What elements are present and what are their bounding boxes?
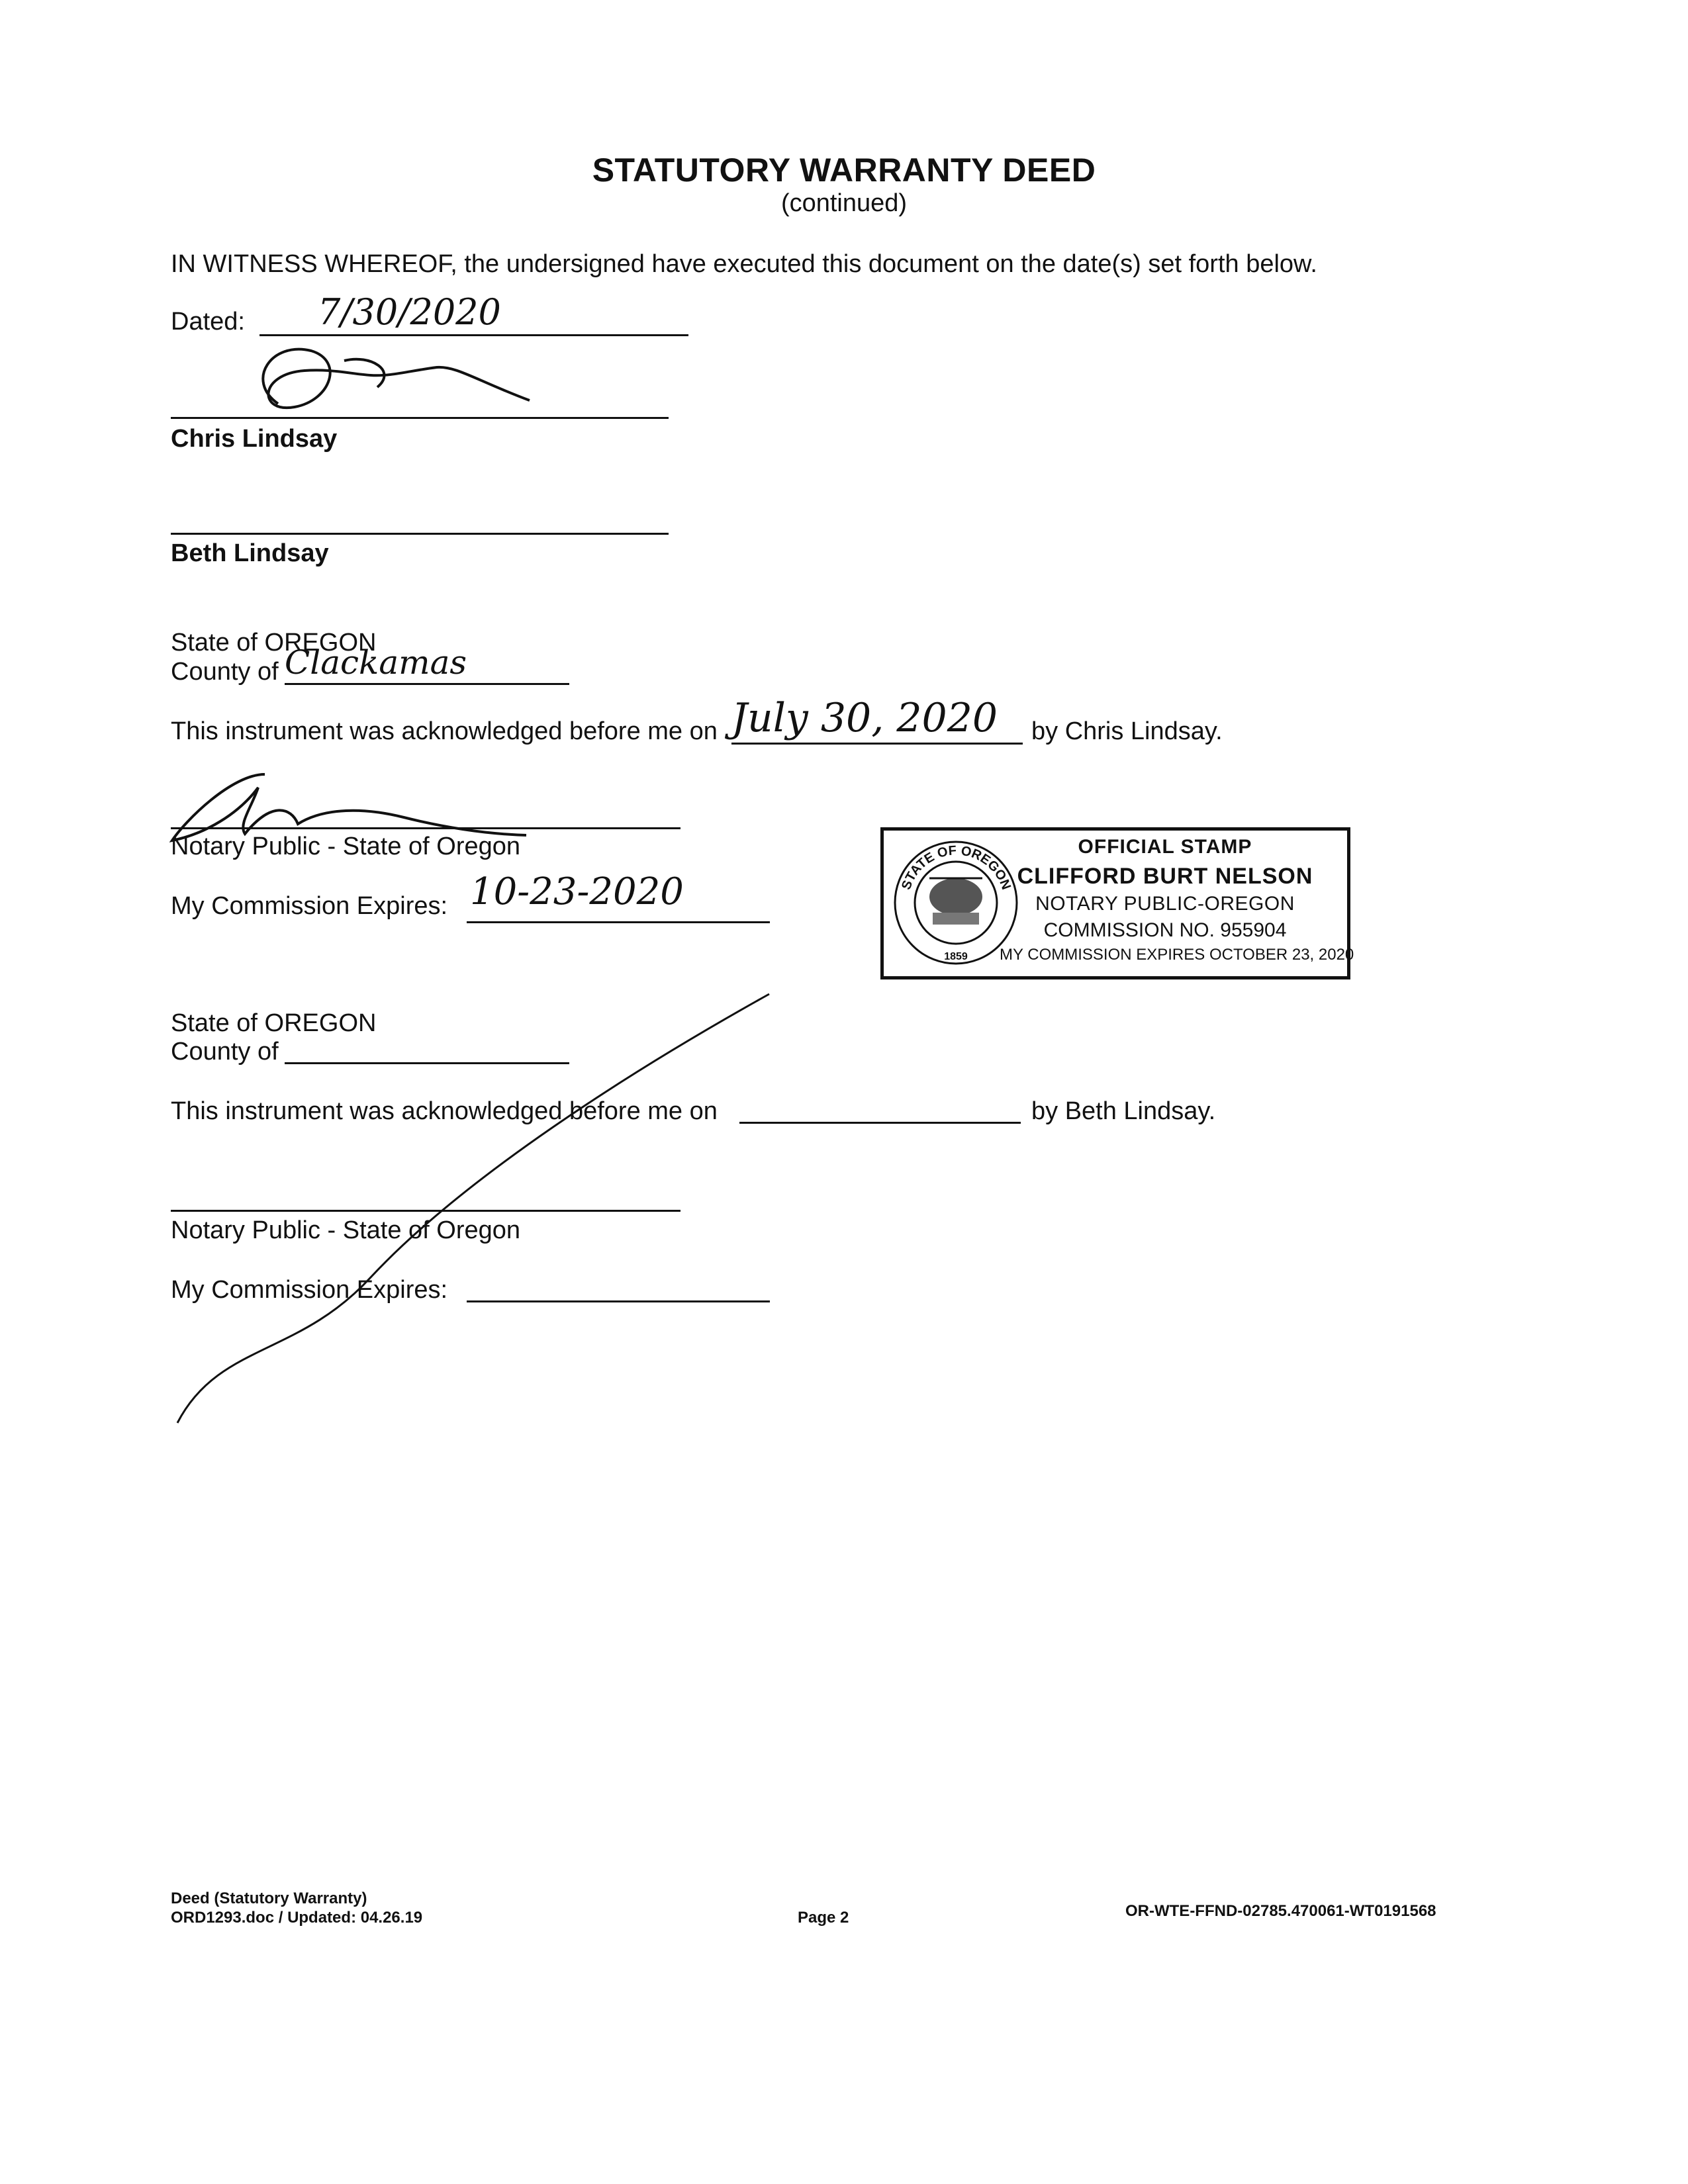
ack1-county-handwritten: Clackamas — [285, 643, 467, 682]
ack1-text-after: by Chris Lindsay. — [1031, 717, 1223, 745]
ack1-expires-line — [467, 921, 770, 923]
ack1-date-line — [731, 743, 1023, 745]
footer-doc-type: Deed (Statutory Warranty) — [171, 1889, 367, 1907]
official-notary-stamp — [880, 827, 1354, 979]
ack2-text-after: by Beth Lindsay. — [1031, 1097, 1216, 1125]
stamp-line-4: COMMISSION NO. 955904 — [1043, 919, 1287, 941]
signer-name-1: Chris Lindsay — [171, 425, 338, 453]
ack2-expires-label: My Commission Expires: — [171, 1276, 448, 1304]
dated-handwritten: 7/30/2020 — [318, 291, 501, 333]
ack1-notary-label: Notary Public - State of Oregon — [171, 833, 521, 860]
ack2-text-before: This instrument was acknowledged before me on — [171, 1097, 718, 1125]
signature-line-2 — [171, 533, 669, 535]
ack1-date-handwritten: July 30, 2020 — [731, 695, 998, 741]
signer-name-2: Beth Lindsay — [171, 539, 329, 567]
ack2-county-line — [285, 1062, 569, 1064]
ack1-county-label: County of — [171, 658, 279, 686]
ack2-expires-line — [467, 1300, 770, 1302]
ack2-date-line — [739, 1122, 1021, 1124]
notary-line-2 — [171, 1210, 680, 1212]
ack1-state: State of OREGON — [171, 629, 377, 657]
stamp-line-3: NOTARY PUBLIC-OREGON — [1035, 893, 1295, 915]
ack1-county-line — [285, 683, 569, 685]
footer-file-number: OR-WTE-FFND-02785.470061-WT0191568 — [1125, 1902, 1436, 1920]
document-subtitle: (continued) — [780, 189, 908, 217]
footer-page-number: Page 2 — [798, 1909, 849, 1927]
stamp-line-1: OFFICIAL STAMP — [1078, 836, 1252, 858]
ack1-expires-label: My Commission Expires: — [171, 892, 448, 920]
seal-top-text: STATE OF OREGON — [899, 843, 1013, 892]
ack2-state: State of OREGON — [171, 1009, 377, 1037]
ack2-county-label: County of — [171, 1038, 279, 1066]
stamp-line-5: MY COMMISSION EXPIRES OCTOBER 23, 2020 — [1000, 946, 1354, 964]
notary-line-1 — [171, 827, 680, 829]
stamp-line-2: CLIFFORD BURT NELSON — [1017, 864, 1313, 889]
document-title: STATUTORY WARRANTY DEED — [592, 152, 1096, 189]
witness-statement: IN WITNESS WHEREOF, the undersigned have executed this document on the date(s) set forth below. — [171, 250, 1317, 278]
footer-doc-ref: ORD1293.doc / Updated: 04.26.19 — [171, 1909, 423, 1927]
ack1-text-before: This instrument was acknowledged before me on — [171, 717, 718, 745]
signature-chris-lindsay — [232, 334, 549, 427]
ack2-notary-label: Notary Public - State of Oregon — [171, 1216, 521, 1244]
ack1-expires-handwritten: 10-23-2020 — [470, 870, 684, 913]
seal-year: 1859 — [944, 951, 968, 962]
signature-line-1 — [171, 417, 669, 419]
dated-label: Dated: — [171, 308, 245, 336]
